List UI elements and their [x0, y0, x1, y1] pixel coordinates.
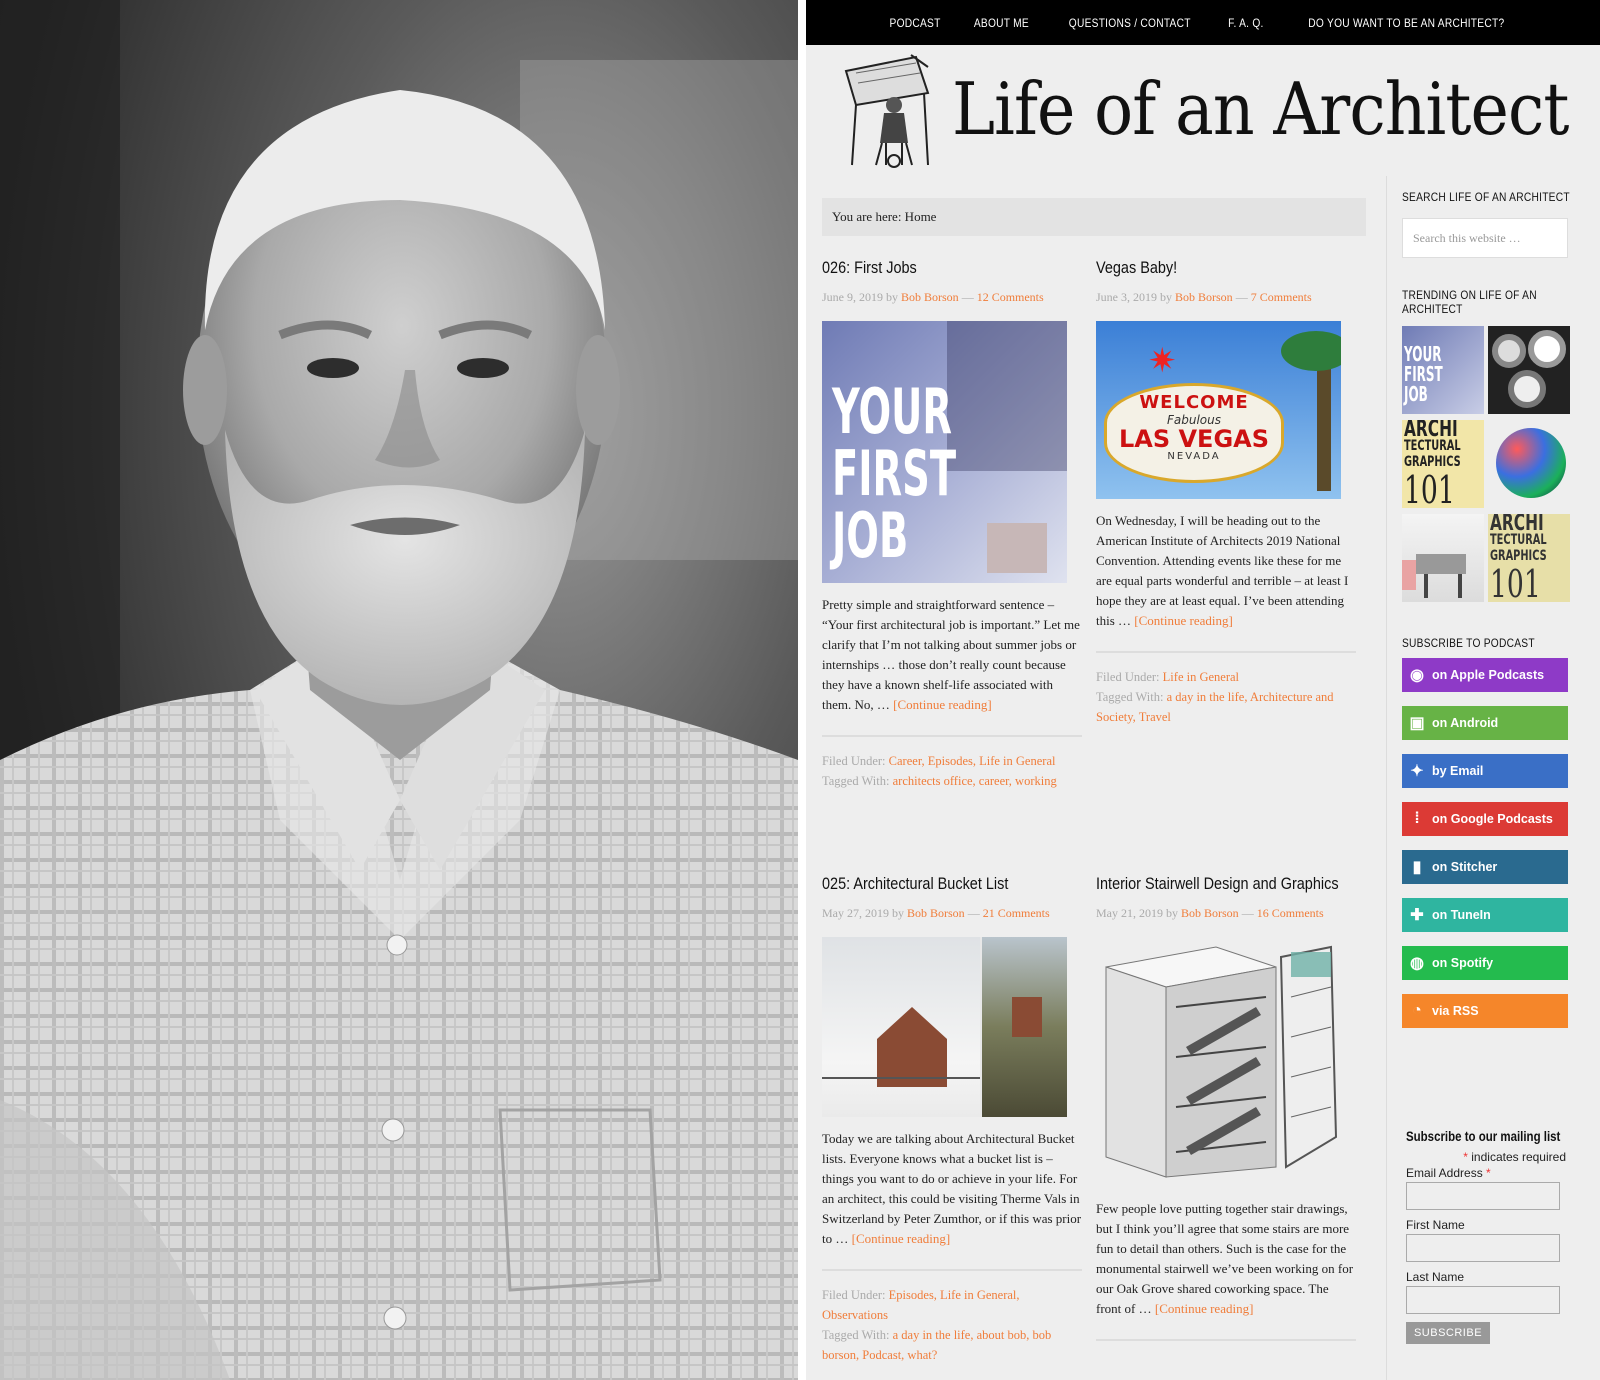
post-thumbnail[interactable] [1096, 937, 1341, 1187]
subscribe-tunein-button[interactable] [1402, 898, 1568, 932]
tagged-label: Tagged With: [1096, 690, 1164, 704]
nav-about-me[interactable]: ABOUT ME [973, 15, 1029, 30]
required-note-text: indicates required [1471, 1150, 1566, 1164]
post-date: May 27, 2019 [822, 906, 889, 920]
tag-links[interactable]: a day in the life, about bob, bob borson, Podcast, what? [822, 1328, 1052, 1362]
post-excerpt [822, 595, 1082, 715]
last-name-field[interactable] [1406, 1286, 1560, 1314]
meta-separator: — [1235, 290, 1248, 304]
post-title[interactable]: 025: Architectural Bucket List [822, 874, 1009, 893]
trend-text: GRAPHICS [1490, 548, 1547, 564]
subscribe-apple-podcasts-button[interactable] [1402, 658, 1568, 692]
divider [822, 1269, 1082, 1271]
post-thumbnail[interactable] [822, 937, 1067, 1117]
trend-text: TECTURAL [1490, 532, 1547, 548]
subscribe-label: on Apple Podcasts [1432, 668, 1545, 682]
nav-podcast[interactable]: PODCAST [889, 15, 941, 30]
post-comments-link[interactable]: 16 Comments [1256, 906, 1324, 920]
continue-reading-link[interactable]: [Continue reading] [893, 697, 992, 712]
post-comments-link[interactable]: 12 Comments [976, 290, 1044, 304]
stitcher-icon: ▮ [1412, 859, 1422, 876]
breadcrumb: You are here: Home [822, 198, 1366, 236]
subscribe-label: on Android [1432, 716, 1499, 730]
trending-grid [1402, 326, 1572, 602]
post-meta [822, 906, 1082, 921]
post-thumbnail[interactable]: ✷ WELCOME Fabulous LAS VEGAS NEVADA [1096, 321, 1341, 499]
search-widget-title: SEARCH LIFE OF AN ARCHITECT [1402, 190, 1570, 204]
stairwell-section-illustration [1096, 937, 1341, 1187]
nav-be-an-architect[interactable]: DO YOU WANT TO BE AN ARCHITECT? [1308, 15, 1505, 30]
trend-text: FIRST [1404, 362, 1443, 386]
meta-separator: — [967, 906, 980, 920]
thumb-text: YOUR [832, 375, 952, 448]
trend-text: ARCHI [1490, 514, 1544, 536]
subscribe-label: on Stitcher [1432, 860, 1498, 874]
filed-label: Filed Under: [1096, 670, 1160, 684]
post-excerpt [822, 1129, 1082, 1249]
post-title[interactable]: Vegas Baby! [1096, 258, 1178, 277]
divider [1096, 1339, 1356, 1341]
post-comments-link[interactable]: 21 Comments [982, 906, 1050, 920]
post-date: June 3, 2019 [1096, 290, 1157, 304]
first-name-field[interactable] [1406, 1234, 1560, 1262]
post-author-link[interactable]: Bob Borson [1181, 906, 1239, 920]
trend-text: TECTURAL [1404, 438, 1461, 454]
category-links[interactable]: Episodes, Life in General, Observations [822, 1288, 1020, 1322]
continue-reading-link[interactable]: [Continue reading] [1154, 1301, 1254, 1316]
post-thumbnail[interactable] [822, 321, 1067, 583]
trend-text: 101 [1490, 562, 1541, 602]
post-title[interactable]: 026: First Jobs [822, 258, 917, 277]
subscribe-widget-title: SUBSCRIBE TO PODCAST [1402, 636, 1535, 650]
post-title[interactable]: Interior Stairwell Design and Graphics [1096, 874, 1339, 893]
trending-thumb-graphics-101-alt[interactable] [1488, 514, 1570, 602]
trend-text: ARCHI [1404, 420, 1458, 442]
meta-separator: — [1241, 906, 1254, 920]
subscribe-label: on Google Podcasts [1432, 812, 1553, 826]
meta-separator: — [961, 290, 974, 304]
nav-faq[interactable]: F. A. Q. [1228, 15, 1264, 30]
subscribe-label: by Email [1432, 764, 1484, 778]
post-by: by [886, 290, 898, 304]
subscribe-buttons [1402, 658, 1572, 1028]
post-author-link[interactable]: Bob Borson [907, 906, 965, 920]
excerpt-text: On Wednesday, I will be heading out to the American Institute of Architects 2019 National Convention. Attending events like these for me are equal parts wonderful and terrible – at least I hope they are at least equal. I’ve been attending this … [1096, 513, 1349, 628]
post-date: May 21, 2019 [1096, 906, 1163, 920]
excerpt-text: Today we are talking about Architectural Bucket lists. Everyone knows what a bucket list is – things you want to do or achieve in your life. For an architect, this could be visiting Therme Vals in Switzerland by Peter Zumthor, or if this was prior to … [822, 1131, 1082, 1246]
portrait-illustration [0, 0, 798, 1380]
continue-reading-link[interactable]: [Continue reading] [851, 1231, 951, 1246]
android-icon: ▣ [1409, 715, 1425, 732]
subscribe-button[interactable]: SUBSCRIBE [1406, 1322, 1490, 1344]
category-links[interactable]: Career, Episodes, Life in General [888, 754, 1056, 768]
post-taxonomy [1096, 667, 1356, 727]
spotify-icon: ◍ [1410, 955, 1424, 972]
excerpt-text: Pretty simple and straightforward sentence – “Your first architectural job is important.” Let me clarify that I’m not talking about summer jobs or internships … those don’t really count because they have a known shelf-life associated with them. No, … [822, 597, 1080, 712]
tag-links[interactable]: architects office, career, working [892, 774, 1057, 788]
thumb-text: NEVADA [1167, 451, 1221, 462]
google-podcasts-icon: ⁞ [1414, 810, 1420, 827]
portrait-photo [0, 0, 798, 1380]
tagged-label: Tagged With: [822, 1328, 890, 1342]
architect-drafting-logo-icon[interactable] [836, 53, 936, 169]
post-date: June 9, 2019 [822, 290, 883, 304]
post-excerpt [1096, 511, 1356, 631]
thumb-text: WELCOME [1139, 392, 1249, 413]
post-by: by [1160, 290, 1172, 304]
tagged-label: Tagged With: [822, 774, 890, 788]
post-meta [1096, 906, 1356, 921]
post-taxonomy [822, 1285, 1082, 1365]
thumb-text: FIRST [832, 437, 957, 510]
podcast-icon: ◉ [1410, 667, 1424, 684]
required-note [1406, 1150, 1566, 1164]
trending-thumb-drafting[interactable] [1402, 514, 1484, 602]
continue-reading-link[interactable]: [Continue reading] [1134, 613, 1233, 628]
trending-thumb-pipes[interactable] [1488, 326, 1570, 414]
thumb-text: JOB [832, 499, 909, 572]
tag-links[interactable]: a day in the life, Architecture and Society, Travel [1096, 690, 1334, 724]
post-card [1096, 874, 1356, 1341]
sidebar-divider [1386, 176, 1387, 1380]
required-asterisk: * [1463, 1150, 1468, 1164]
trending-thumb-graphics-101[interactable] [1402, 420, 1484, 508]
post-by: by [892, 906, 904, 920]
subscribe-email-button[interactable] [1402, 754, 1568, 788]
post-taxonomy [822, 751, 1082, 791]
divider [822, 735, 1082, 737]
post-author-link[interactable]: Bob Borson [901, 290, 959, 304]
filed-label: Filed Under: [822, 1288, 886, 1302]
post-comments-link[interactable]: 7 Comments [1250, 290, 1312, 304]
trend-text: 101 [1404, 468, 1455, 508]
email-label [1406, 1166, 1566, 1180]
category-links[interactable]: Life in General [1162, 670, 1240, 684]
tunein-icon: ✚ [1410, 907, 1424, 924]
subscribe-label: via RSS [1432, 1004, 1479, 1018]
nav-questions-contact[interactable]: QUESTIONS / CONTACT [1068, 15, 1191, 30]
mailing-list-form [1406, 1128, 1566, 1344]
post-card [822, 874, 1082, 1365]
rss-icon: ◔ [1412, 1002, 1422, 1019]
excerpt-text: Few people love putting together stair drawings, but I think you’ll agree that some stairs are more fun to detail than others. Such is the case for the monumental stairwell we’ve been working on for our Oak Grove shared coworking space. The front of … [1096, 1201, 1354, 1316]
sidebar [1402, 190, 1572, 1042]
thumb-text: LAS VEGAS [1118, 425, 1270, 453]
subscribe-google-podcasts-button[interactable] [1402, 802, 1568, 836]
subscribe-rss-button[interactable] [1402, 994, 1568, 1028]
first-name-label: First Name [1406, 1218, 1465, 1232]
search-input[interactable]: Search this website … [1402, 218, 1568, 258]
trend-text: GRAPHICS [1404, 454, 1461, 470]
email-icon: ✦ [1410, 763, 1424, 780]
post-excerpt [1096, 1199, 1356, 1319]
trending-widget-title: TRENDING ON LIFE OF AN ARCHITECT [1402, 288, 1537, 316]
divider [1096, 651, 1356, 653]
email-label-text: Email Address [1406, 1166, 1483, 1180]
subscribe-spotify-button[interactable] [1402, 946, 1568, 980]
trending-thumb-first-job[interactable] [1402, 326, 1484, 414]
post-meta [822, 290, 1082, 305]
post-meta [1096, 290, 1356, 305]
trend-text: YOUR [1404, 342, 1442, 366]
trend-text: JOB [1404, 382, 1428, 406]
trending-thumb-globe[interactable] [1488, 420, 1570, 508]
top-navigation [806, 0, 1600, 45]
email-field[interactable] [1406, 1182, 1560, 1210]
subscribe-android-button[interactable] [1402, 706, 1568, 740]
site-title[interactable]: Life of an Architect [952, 67, 1569, 151]
subscribe-label: on Spotify [1432, 956, 1494, 970]
post-card [822, 258, 1082, 791]
subscribe-stitcher-button[interactable] [1402, 850, 1568, 884]
last-name-label: Last Name [1406, 1270, 1465, 1284]
thumb-text: Fabulous [1166, 413, 1221, 427]
post-author-link[interactable]: Bob Borson [1175, 290, 1233, 304]
required-asterisk: * [1486, 1166, 1491, 1180]
mailing-list-title: Subscribe to our mailing list [1406, 1128, 1561, 1144]
site-header [806, 45, 1600, 175]
subscribe-label: on TuneIn [1432, 908, 1491, 922]
website-screenshot [806, 0, 1600, 1380]
post-card [1096, 258, 1356, 727]
post-by: by [1166, 906, 1178, 920]
filed-label: Filed Under: [822, 754, 886, 768]
